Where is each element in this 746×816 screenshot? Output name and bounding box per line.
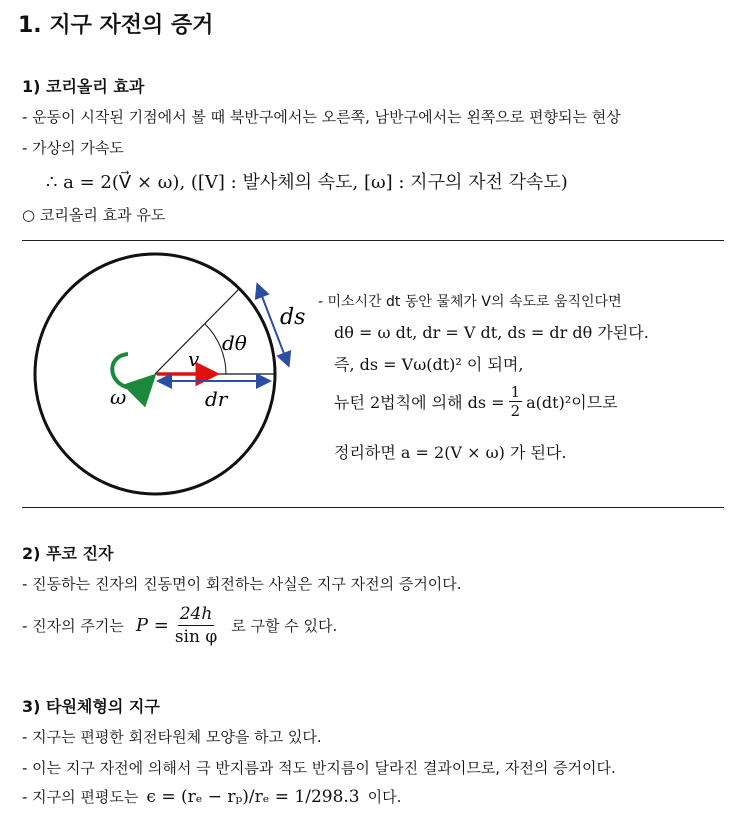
period-numerator: 24h [179,604,213,624]
section1-bullet2: - 가상의 가속도 [22,139,124,157]
section3-heading: 3) 타원체형의 지구 [22,697,160,716]
section1-heading: 1) 코리올리 효과 [22,77,145,96]
section2-bullet1: - 진동하는 진자의 진동면이 회전하는 사실은 지구 자전의 증거이다. [22,575,462,593]
derivation-line4-suffix: a(dt)²이므로 [526,393,618,412]
section3-bullet2: - 이는 지구 자전에 의해서 극 반지름과 적도 반지름이 달라진 결과이므로, 자전의 증거이다. [22,759,616,777]
flattening-formula: ϵ = (rₑ − rₚ)/rₑ = 1/298.3 [146,786,360,807]
derivation-line2: dθ = ω dt, dr = V dt, ds = dr dθ 가된다. [334,323,649,342]
half-fraction [509,383,523,420]
section2-bullet2 [22,603,337,648]
half-numerator: 1 [510,383,521,401]
top-divider [22,240,724,241]
label-dr: dr [205,387,228,411]
period-formula-lhs: P = [135,615,169,636]
label-omega: ω [110,385,127,409]
section3-bullet3-prefix: - 지구의 편평도는 [22,788,139,806]
label-ds: ds [280,305,306,330]
period-fraction [173,603,219,648]
coriolis-formula: ∴ a = 2(V⃗ × ω), ([V] : 발사체의 속도, [ω] : 지구의 자전 각속도) [46,172,568,193]
section2-heading: 2) 푸코 진자 [22,544,114,563]
section2-bullet2-suffix: 로 구할 수 있다. [231,617,338,635]
bottom-divider [22,507,724,508]
label-v: v [188,347,200,371]
derivation-line5: 정리하면 a = 2(V × ω) 가 된다. [334,443,567,462]
label-dtheta: dθ [222,331,247,355]
period-denominator: sin φ [174,627,218,647]
section1-bullet1: - 운동이 시작된 기점에서 볼 때 북반구에서는 오른쪽, 남반구에서는 왼쪽으로 편향되는 현상 [22,108,621,126]
section3-bullet1: - 지구는 편평한 회전타원체 모양을 하고 있다. [22,728,322,746]
derivation-line4-prefix: 뉴턴 2법칙에 의해 ds = [334,393,505,412]
derivation-line1: - 미소시간 dt 동안 물체가 V의 속도로 움직인다면 [318,294,622,310]
derivation-label: ○ 코리올리 효과 유도 [22,206,166,224]
page-title: 1. 지구 자전의 증거 [18,13,214,38]
derivation-line3: 즉, ds = Vω(dt)² 이 되며, [334,355,524,374]
section2-bullet2-prefix: - 진자의 주기는 [22,617,124,635]
rotation-arrow [112,354,148,388]
section3-bullet3 [22,786,401,807]
derivation-line4 [334,383,618,420]
section3-bullet3-suffix: 이다. [367,788,402,806]
coriolis-diagram [30,248,306,498]
half-denominator: 2 [510,402,521,420]
